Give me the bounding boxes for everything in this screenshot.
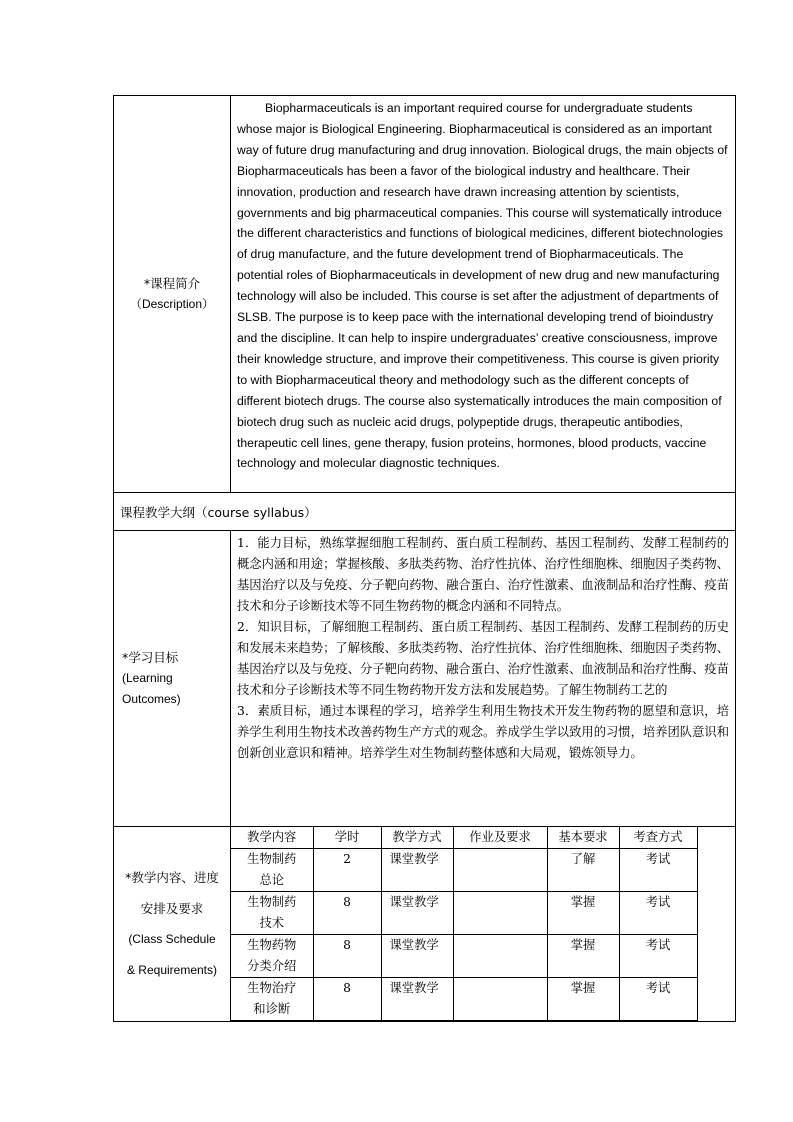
schedule-content-line: 生物治疗 (247, 981, 297, 995)
schedule-method-cell: 课堂教学 (381, 935, 453, 978)
schedule-content-line: 生物药物 (247, 938, 297, 952)
schedule-assessment-cell: 考试 (619, 849, 697, 892)
description-row (114, 96, 736, 493)
syllabus-heading: 课程教学大纲（course syllabus） (114, 493, 736, 531)
schedule-homework-cell (453, 849, 547, 892)
schedule-content-line: 生物制药 (247, 852, 297, 866)
schedule-header-cell: 考查方式 (619, 827, 697, 849)
schedule-hours-cell: 8 (313, 935, 381, 978)
schedule-table (231, 827, 698, 1021)
schedule-header-cell: 学时 (313, 827, 381, 849)
schedule-content-cell (231, 978, 313, 1021)
learning-outcomes-label-cn: *学习目标 (122, 650, 179, 665)
schedule-data-row (231, 849, 697, 892)
schedule-assessment-cell: 考试 (619, 935, 697, 978)
schedule-requirement-cell: 掌握 (547, 935, 619, 978)
schedule-content-cell (231, 849, 313, 892)
schedule-method-cell: 课堂教学 (381, 978, 453, 1021)
schedule-hours-cell: 8 (313, 978, 381, 1021)
learning-outcome-item: 1．能力目标，熟练掌握细胞工程制药、蛋白质工程制药、基因工程制药、发酵工程制药的概念内涵和用途；掌握核酸、多肽类药物、治疗性抗体、治疗性细胞株、细胞因子类药物、基因治疗以及与免疫、分子靶向药物、融合蛋白、治疗性激素、血液制品和治疗性酶、疫苗技术和分子诊断技术等不同生物药物的概念内涵和不同特点。 (237, 536, 729, 613)
schedule-content-line: 生物制药 (247, 895, 297, 909)
schedule-header-cell: 基本要求 (547, 827, 619, 849)
learning-outcome-item: 3．素质目标，通过本课程的学习，培养学生利用生物技术开发生物药物的愿望和意识，培养学生利用生物技术改善药物生产方式的观念。养成学生学以致用的习惯，培养团队意识和创新创业意识和精神。培养学生对生物制药整体感和大局观，锻炼领导力。 (237, 704, 729, 760)
schedule-content-line: 和诊断 (253, 1002, 291, 1016)
schedule-requirement-cell: 了解 (547, 849, 619, 892)
description-label-cn: *课程简介 (143, 276, 201, 291)
schedule-header-cell: 教学内容 (231, 827, 313, 849)
schedule-requirement-cell: 掌握 (547, 892, 619, 935)
schedule-label-cn-2: 安排及要求 (140, 901, 204, 916)
schedule-data-row (231, 892, 697, 935)
schedule-header-cell: 作业及要求 (453, 827, 547, 849)
schedule-homework-cell (453, 892, 547, 935)
schedule-method-cell: 课堂教学 (381, 892, 453, 935)
schedule-content-line: 分类介绍 (247, 959, 297, 973)
schedule-label-en-1: (Class Schedule (128, 932, 216, 946)
learning-outcomes-label-en-1: (Learning (122, 671, 173, 685)
schedule-hours-cell: 2 (313, 849, 381, 892)
schedule-row (114, 827, 736, 1022)
schedule-content-line: 技术 (259, 916, 285, 930)
schedule-content-cell (231, 892, 313, 935)
schedule-label-cn-1: *教学内容、进度 (125, 870, 219, 885)
schedule-data-row (231, 935, 697, 978)
description-label-en: （Description） (129, 297, 215, 311)
schedule-assessment-cell: 考试 (619, 892, 697, 935)
schedule-header-row (231, 827, 697, 849)
learning-outcomes-text-cell (231, 531, 736, 827)
schedule-header-cell: 教学方式 (381, 827, 453, 849)
schedule-method-cell: 课堂教学 (381, 849, 453, 892)
description-text-cell (231, 96, 736, 493)
syllabus-row (114, 493, 736, 531)
description-text: Biopharmaceuticals is an important required course for undergraduate students whose major is Biological Engineering. Biopharmaceutical is considered as an important way of future drug manufacturing and drug innovation. Biological drugs, the main objects of Biopharmaceuticals has been a favor of the biological industry and healthcare. Their innovation, production and research have drawn increasing attention by scientists, governments and big pharmaceutical companies. This course will systematically introduce the different characteristics and functions of biological medicines, different biotechnologies of drug manufacture, and the future development trend of Biopharmaceuticals. The potential roles of Biopharmaceuticals in development of new drug and new manufacturing technology will also be included. This course is set after the adjustment of departments of SLSB. The purpose is to keep pace with the international developing trend of bioindustry and the discipline. It can help to inspire undergraduates’ creative consciousness, improve their knowledge structure, and improve their competitiveness. This course is given priority to with Biopharmaceutical theory and methodology such as the different concepts of different biotech drugs. The course also systematically introduces the main composition of biotech drug such as nucleic acid drugs, polypeptide drugs, therapeutic antibodies, therapeutic cell lines, gene therapy, fusion proteins, hormones, blood products, vaccine technology and molecular diagnostic techniques. (237, 101, 728, 471)
learning-outcomes-row (114, 531, 736, 827)
schedule-content-line: 总论 (259, 873, 285, 887)
learning-outcomes-label-cell (114, 531, 231, 827)
schedule-hours-cell: 8 (313, 892, 381, 935)
learning-outcomes-label-en-2: Outcomes) (122, 692, 181, 706)
schedule-assessment-cell: 考试 (619, 978, 697, 1021)
schedule-data-row (231, 978, 697, 1021)
learning-outcome-item: 2．知识目标，了解细胞工程制药、蛋白质工程制药、基因工程制药、发酵工程制药的历史和发展未来趋势；了解核酸、多肽类药物、治疗性抗体、治疗性细胞株、细胞因子类药物、基因治疗以及与免疫、分子靶向药物、融合蛋白、治疗性激素、血液制品和治疗性酶、疫苗技术和分子诊断技术等不同生物药物开发方法和发展趋势。了解生物制药工艺的 (237, 620, 729, 697)
schedule-content-cell (231, 935, 313, 978)
schedule-requirement-cell: 掌握 (547, 978, 619, 1021)
schedule-label-en-2: & Requirements) (126, 963, 218, 977)
schedule-homework-cell (453, 935, 547, 978)
course-info-table (113, 95, 736, 1022)
schedule-table-cell (231, 827, 736, 1022)
description-label-cell (114, 96, 231, 493)
schedule-label-cell (114, 827, 231, 1022)
schedule-homework-cell (453, 978, 547, 1021)
